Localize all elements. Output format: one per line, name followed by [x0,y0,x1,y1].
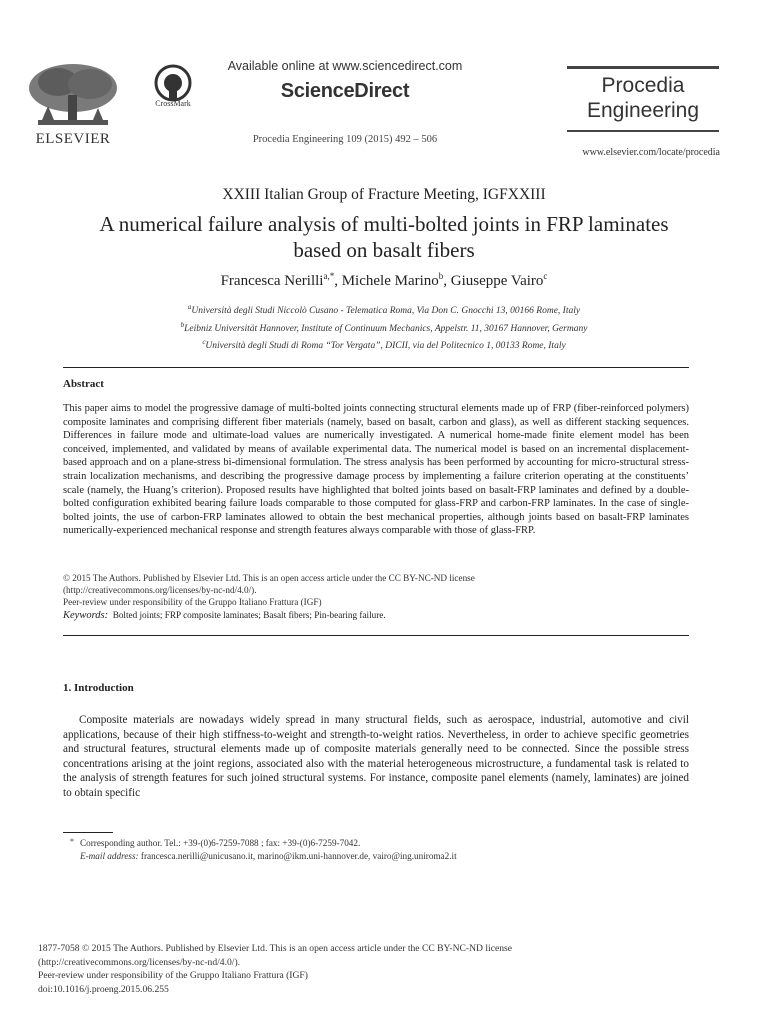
abstract-body: This paper aims to model the progressive damage of multi-bolted joints connecting structural elements made up of FRP (fiber-reinforced polymers) composite laminates and comprising different fiber materials (namely, based on basalt, carbon and glass), as well as different stacking sequences. Differences in failure mode and ultimate-load values are numerically investigated. A numerical home-made finite element model has been conceived, implemented, and validated by means of available experimental data. The numerical model is based on an incremental displacement-based approach and on a plane-stress bi-dimensional formulation. The stress analysis has been performed by accounting for micro-structural stress-strain localization mechanisms, and describing the progressive damage process by implementing a failure criterion operating at the constituents’ scale (namely, the Huang’s criterion). Proposed results have highlighted that bolted joints based on basalt-FRP laminates and defined by a double-bolted configuration exhibited bearing failure loads comparable to those computed for glass-FRP and carbon-FRP laminates. In the case of single-bolted joints, the use of carbon-FRP laminates allowed to obtain the best mechanical properties, although joints based on basalt-FRP laminates numerically-experienced mechanical response and strength features always comparable with those of glass-FRP. [63,403,689,537]
author-name[interactable]: Michele Marino [341,273,439,289]
abstract-bottom-rule [63,635,689,636]
journal-name [567,73,719,123]
email-label: E-mail address: [80,851,139,861]
conference-name: XXIII Italian Group of Fracture Meeting, IGFXXIII [222,186,546,203]
abstract-heading: Abstract [63,378,104,390]
affiliation-text: Università degli Studi Niccolò Cusano - Telematica Roma, Via Don C. Gnocchi 13, 00166 Rome, Italy [191,306,581,317]
affiliation-item [40,301,728,319]
keywords-list: Bolted joints; FRP composite laminates; Basalt fibers; Pin-bearing failure. [112,610,386,620]
author-list [40,271,728,290]
available-online-text: Available online at www.sciencedirect.com [227,59,463,73]
footnote-rule [63,832,113,833]
affiliation-text: Leibniz Universität Hannover, Institute of Continuum Mechanics, Appelstr. 11, 30167 Hannover, Germany [184,323,588,334]
corresponding-author: Corresponding author. Tel.: +39-(0)6-7259-7088 ; fax: +39-(0)6-7259-7042. [80,838,361,848]
copyright-line: © 2015 The Authors. Published by Elsevier Ltd. This is an open access article under the CC BY-NC-ND license [63,573,475,583]
author-affil-marker: a,* [323,271,335,281]
affiliation-marker: b [180,320,185,329]
affiliations [40,301,728,354]
publisher-name: ELSEVIER [35,131,111,147]
introduction-body: Composite materials are nowadays widely spread in many structural fields, such as aerospace, industrial, automotive and civil applications, because of their high stiffness-to-weight and strength-to-weight ratios. Nevertheless, in order to achieve specific geometries and structural features, structural elements made up of composite materials generally need to be connected. Since the possible stress concentrations arising at the joint regions, associated also with the material heterogeneous microstructure, a fundamental task is related to the analysis of strength features for such joined structural systems. For instance, composite panel elements (namely, laminates) are joined to obtain specific [63,714,689,799]
affiliation-item [40,336,728,354]
journal-box-bottom-rule [567,130,719,132]
author-name[interactable]: Francesca Nerilli [220,273,324,289]
bottom-matter [38,942,728,996]
author-name[interactable]: Giuseppe Vairo [450,273,544,289]
bottom-license-link[interactable]: (http://creativecommons.org/licenses/by-nc-nd/4.0/). [38,956,241,968]
author-affil-marker: c [543,271,548,281]
title-line1: A numerical failure analysis of multi-bolted joints in FRP laminates [99,212,669,236]
journal-name-line1: Procedia [601,74,685,97]
affiliation-text: Università degli Studi di Roma “Tor Vergata”, DICII, via del Politecnico 1, 00133 Rome, Italy [205,341,566,352]
abstract-top-rule [63,367,689,368]
crossmark-label: CrossMark [155,99,191,108]
journal-name-line2: Engineering [586,99,700,122]
license-link[interactable]: (http://creativecommons.org/licenses/by-nc-nd/4.0/). [63,585,257,595]
email-addresses[interactable]: francesca.nerilli@unicusano.it, marino@ikm.uni-hannover.de, vairo@ing.uniroma2.it [140,851,457,861]
author-separator: , [334,273,342,289]
affiliation-marker: a [187,303,192,311]
email-line [80,850,700,863]
bottom-peer-review: Peer-review under responsibility of the Gruppo Italiano Frattura (IGF) [38,970,308,981]
journal-box-top-rule [567,66,719,69]
copyright-notice [63,572,689,608]
affiliation-item [40,319,728,337]
author-separator: , [443,273,451,289]
doi-link[interactable]: doi:10.1016/j.proeng.2015.06.255 [38,983,169,995]
issn-copyright: 1877-7058 © 2015 The Authors. Published by Elsevier Ltd. This is an open access article under the CC BY-NC-ND license [38,943,513,954]
title-line2: based on basalt fibers [293,238,475,262]
paper-title [40,211,728,263]
journal-reference: Procedia Engineering 109 (2015) 492 – 506 [252,134,438,145]
peer-review-note: Peer-review under responsibility of the Gruppo Italiano Frattura (IGF) [63,597,322,607]
keywords [63,610,689,621]
journal-url-link[interactable]: www.elsevier.com/locate/procedia [582,147,720,158]
affiliation-marker: c [202,338,206,347]
sciencedirect-logo[interactable]: ScienceDirect [280,80,410,102]
section-heading-introduction: 1. Introduction [63,682,134,694]
footnote-marker: * [70,837,74,846]
footnote [70,837,700,863]
author-affil-marker: b [438,271,444,281]
keywords-label: Keywords: [63,610,109,621]
